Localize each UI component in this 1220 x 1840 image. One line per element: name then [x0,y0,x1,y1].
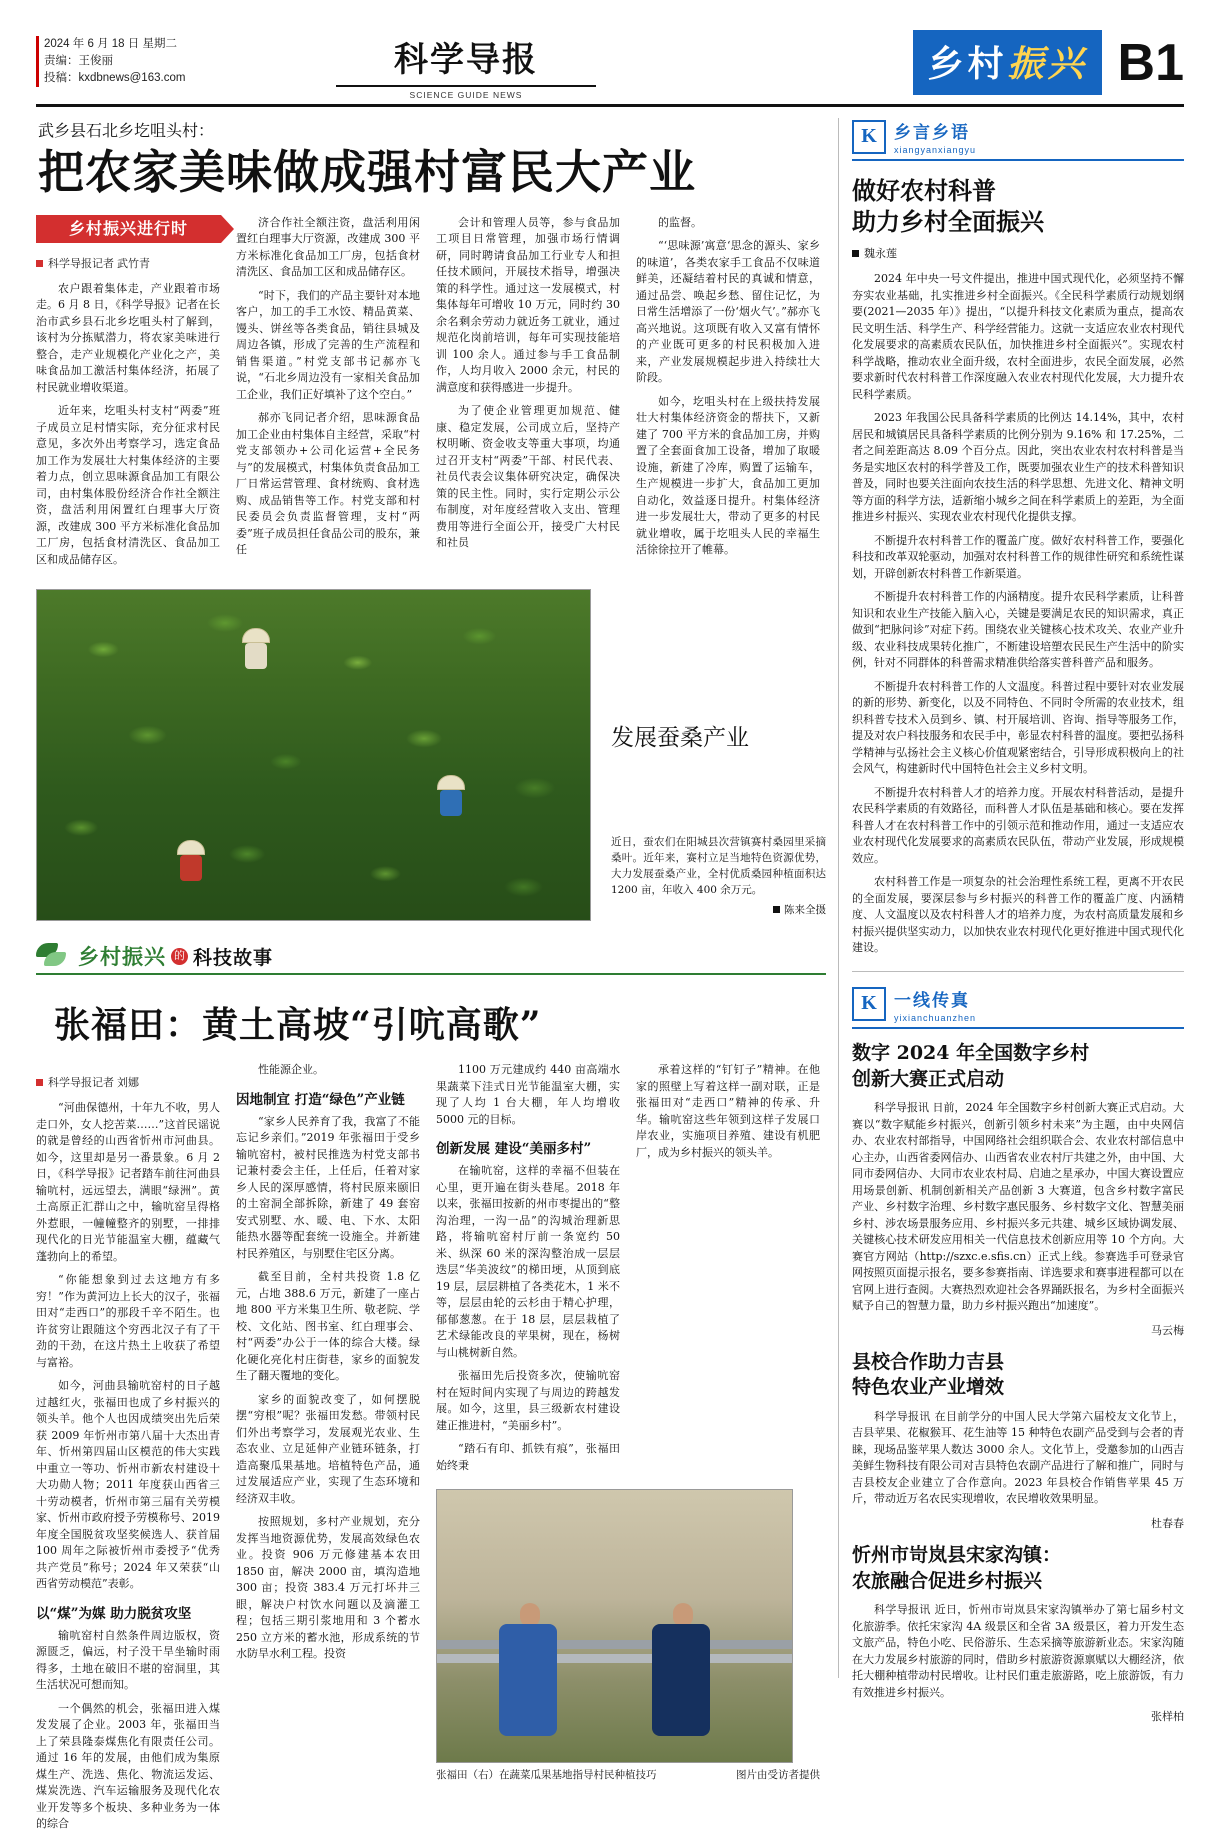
second-section-sub: 科技故事 [193,946,274,969]
rsec2-sign: 马云梅 [1151,1323,1184,1337]
rsec3-headline-line2: 特色农业产业增效 [852,1376,1005,1399]
second-para: 如今，河曲县输吭窑村的日子越过越红火，张福田也成了乡村振兴的领头羊。他个人也因成绩突出先后荣获 2009 年忻州市第八届十大杰出青年、忻州第四届山区模范的伟大实践中重立一等功、忻州市新农村建设十大功勋人物；2011 年度获山西省三十劳动模者，忻州市第三届有关劳模家、忻州市政府授予劳模称号、2019 年度全国脱贫攻坚奖候选人、获首届100 周年之际被忻州市委授予“优秀共产党员”称号；2024 年又荣获“山西省劳动模范”表彰。 [36,1379,220,1591]
lead-para: 农户跟着集体走，产业跟着市场走。6 月 8 日，《科学导报》记者在长治市武乡县石北乡圪咀头村了解到，该村为分拣赋潜力，将农家美味进行整合，走产业规模化产业化之产，美味食品加工激活村集体经济，拓展了村民就业增收渠道。 [36,281,220,394]
second-para: 家乡的面貌改变了，如何摆脱摆“穷根”呢？张福田发愁。带领村民们外出考察学习，发展观光农业、生态农业、立足延伸产业链环链条，打造高聚瓜果基地。培植特色产品，通过发展适应产业，实现了生态环境和经济双丰收。 [236,1392,420,1505]
kexue-logo-icon: K [852,120,886,154]
second-para: “踏石有印、抓铁有痕”，张福田始终秉 [436,1442,620,1472]
lead-headline: 把农家美味做成强村富民大产业 [38,145,696,199]
paper-title-cn: 科学导报 [394,40,538,80]
rsec1-body [852,271,1184,957]
leaf-icon [36,943,70,969]
rsec2-para: 科学导报讯 日前，2024 年全国数字乡村创新大赛正式启动。大赛以“数字赋能乡村振兴，创新引领乡村未来”为主题，由中央网信办、农业农村部指导，中国网络社会组织联合会、农业农村部信息中心主办，山西省委网信办、山西省农业农村厅共建之外，由中国、大同市委网信办、大同市农业农村局、启迪之星承办，中国大赛设置应用场景创新、机制创新相关产品创新 3 大赛道，包含乡村数字富民产业、乡村数字治理、乡村数字惠民服务、乡村数字文化、智慧美丽乡村、涉农场景服务应用、乡村振兴多元共建、城乡区域协调发展、关键核心技术研发应用相关一代信息技术创新应用等 10 个方向。大赛官方网站（http://szxc.e.sfis.cn）正式上线。参赛选手可登录官网按照页面提示报名，要多参赛指南、详选要求和赛事进程都可以在官网上进行查阅。大赛热烈欢迎社会各界踊跃报名，为乡村全面振兴赋予自己的智慧力量，助力乡村振兴跑出“加速度”。 [852,1101,1184,1313]
rsec1-headline-line2: 助力乡村全面振兴 [852,207,1044,237]
paper-title [336,32,596,100]
rsec4-headline [852,1543,1184,1594]
mulberry-field-photo [36,589,591,921]
rsec3-sign: 杜春春 [1151,1516,1184,1530]
rsec2-body [852,1100,1184,1315]
section-header [913,30,1184,95]
right-column [852,118,1184,1724]
rsec4-body [852,1602,1184,1701]
photo-credit [611,902,826,918]
lead-byline-text: 科学导报记者 武竹青 [48,257,151,270]
lead-column-4 [636,215,820,576]
rsec1-pinyin: xiangyanxiangyu [894,145,977,155]
rsec4-headline-line2: 农旅融合促进乡村振兴 [852,1569,1043,1592]
rsec2-headline-line2: 创新大赛正式启动 [852,1067,1005,1090]
worker-torso [440,790,462,816]
rsec1-headline-line1: 做好农村科普 [852,176,996,205]
rsec1-author-text: 魏永莲 [864,248,897,261]
rsec1-para: 2023 年我国公民具备科学素质的比例达 14.14%，其中，农村居民和城镇居民具备科学素质的比例分别为 9.16% 和 17.25%，二者之间差距高达 8.09 个百分点。因此，突出农业农村农村科普是当务是实地区农村的科学普及工作，既要加强农业生产的技术科普知识普及，同时也要关注面向农技生活的科学思想、先进文化、精神文明等方面的科学方法，适新缩小城乡之间在科学素质上的差距，为全面推进乡村振兴、实现农业农村现代化提供支撑。 [852,411,1184,524]
second-section-banner [36,939,826,975]
lead-para: 郝亦飞同记者介绍，思味源食品加工企业由村集体自主经营，采取“村党支部领办+公司化运营+全民务与”的发展模式，村集体负责食品加工厂日常运营管理、食材统购、食材选购、成品销售等工作。村党支部和村民委员会负责监督管理，支村“两委”班子成员担任食品公司的股东，兼任 [236,411,420,557]
lead-para: “时下，我们的产品主要针对本地客户，加工的手工水饺、精品黄菜、馒头、饼丝等各类食品，销往县城及周边各镇，形成了完善的生产流程和销售渠道。”村党支部书记郝亦飞说，“石北乡周边没有一家相关食品加工企业，我们正好填补了这个空白。” [236,288,420,401]
person-left [499,1603,561,1736]
lead-column-2 [236,215,420,576]
leaf-shape [44,952,66,966]
rsec1-para: 不断提升农村科普工作的内涵精度。提升农民科学素质，让科普知识和农业生产技能入脑入心，关键是要满足农民的知识需求，真正做到“把脉问诊”对症下药。围绕农业关键核心技术攻关、农业产业升级、农业科技成果转化推广，不断建设培塑农民民生产生活中的阶实例，针对不同群体的科普需求精准供给落实普科普产品和服务。 [852,590,1184,670]
rsec2-headline [852,1041,1184,1092]
masthead-divider [36,104,1184,107]
subhead-2: 因地制宜 打造“绿色”产业链 [236,1091,405,1108]
credit-marker-icon [773,906,780,913]
worker-figure [242,628,270,669]
field-visit-photo [436,1489,793,1763]
photo-caption [611,834,826,918]
second-para: 性能源企业。 [258,1063,324,1077]
kexue-logo-icon: K [852,987,886,1021]
second-para: “你能想象到过去这地方有多穷！”作为黄河边上长大的汉子，张福田对“走西口”的那段千辛不陌生。也许贫穷让跟随这个穷西北汉子有了干劲的干劲，在这片热土上收获了希望与富裕。 [36,1273,220,1369]
lead-ribbon: 乡村振兴进行时 [36,215,221,243]
lead-para: 济合作社全额注资，盘活利用闲置红白理事大厅资源，改建成 300 平方米标准化食品加工厂房，包括食材清洗区、食品加工区和成品储存区。 [236,215,420,279]
masthead-date: 2024 年 6 月 18 日 星期二 [36,36,185,53]
rsec2-headline-line1: 数字 2024 年全国数字乡村 [852,1041,1090,1064]
masthead-mail: 投稿：kxdbnews@163.com [36,70,185,87]
lead-kicker: 武乡县石北乡圪咀头村： [38,121,215,140]
paper-title-en: SCIENCE GUIDE NEWS [409,90,523,100]
second-para: 承着这样的“钉钉子”精神。在他家的照壁上写着这样一副对联，正是张福田对“走西口”精神的传承、升华。输吭窑这些年领到这样子发展口岸农业，实施项目养殖、建设有机肥厂，成为乡村振兴的领头羊。 [636,1063,820,1159]
second-photo-caption-text: 张福田（右）在蔬菜瓜果基地指导村民种植技巧 [436,1769,657,1782]
second-para: 输吭窑村自然条件周边版权，资源匮乏，偏远，村子没干旱坐输时雨得多，土地在破旧不堪的窑洞里，其生活状况可想而知。 [36,1628,220,1692]
section-badge-part1: 乡村 [927,43,1008,85]
person-right [652,1603,714,1736]
lead-para: “‘思味源’寓意‘思念的源头、家乡的味道’，各类农家手工食品不仅味道鲜美，还凝结着村民的真诚和情意，通过品尝、唤起乡愁、留住记忆，为日常生活增添了一份‘烟火气’。”郝亦飞高兴地说。这项既有收入又富有情怀的产业既可更多的村民积极加入进来，产业发展规模起步进入持续壮大阶段。 [636,239,820,385]
paper-title-rule [336,85,596,87]
masthead-info [36,36,185,87]
second-column-4 [636,1062,820,1481]
straw-hat-icon [242,628,270,643]
rsec1-para: 不断提升农村科普工作的覆盖广度。做好农村科普工作，要强化科技和改革双轮驱动，加强对农村科普工作的规律性研究和系统性谋划，开辟创新农村科普工作新渠道。 [852,533,1184,580]
person-body [499,1624,557,1736]
second-headline: 张福田：黄土高坡“引吭高歌” [54,1004,542,1047]
second-section [36,939,826,1840]
right-divider [852,971,1184,972]
second-section-title: 乡村振兴 [78,944,166,970]
lead-para: 为了使企业管理更加规范、健康、稳定发展，公司成立后，坚持产权明晰、资金收支等重大事项，均通过召开支村“两委”干部、村民代表、社员代表会议集体研究决定，确保决策的民主性。同时，实行定期公示公布制度，对年度经营收入支出、管理费用等进行全面公开，接受广大村民和社员 [436,404,620,550]
rsec3-headline [852,1350,1184,1401]
lead-para: 会计和管理人员等，参与食品加工项目日常管理，加强市场行情调研，同时聘请食品加工行业专人和担任技术顾问，开展技术指导，增强决策的科学性。通过这一发展模式，村集体每年可增收 10 万元，同时约 30 余名剩余劳动力就近务工就业，通过规范化岗前培训，每年可实现技能培训 100 余人。通过参与手工食品制作，人均月收入 2000 余元，村民的满意度和获得感进一步提升。 [436,215,620,394]
rsec1-para: 农村科普工作是一项复杂的社会治理性系统工程，更离不开农民的全面发展，要深层参与乡村振兴的科普工作的覆盖广度、内涵精度、人文温度以及农村科普人才的培养力度，为农村高质量发展和乡村振兴提供坚实动力，以加快农业农村现代化更好推进中国式现代化建设。 [852,875,1184,955]
second-para: 张福田先后投资多次，使输吭窑村在短时间内实现了与周边的跨越发展。如今，这里，县三级新农村建设建正推进村，“美丽乡村”。 [436,1369,620,1432]
guardrail [437,1640,792,1649]
lead-column-3 [436,215,620,576]
masthead-editor: 责编：王俊丽 [36,53,185,70]
worker-torso [180,855,202,881]
column-divider [838,118,839,1678]
left-column [36,118,826,1840]
second-para: 按照规划，多村产业规划，充分发挥当地资源优势，发展高效绿色农业。投资 906 万元修建基本农田 1850 亩，解决 2000 亩，填沟造地 300 亩；投资 383.4 万元打坏井三眼，解决户村饮水问题以及滴灌工程；包括三期引浆地用和 3 个蓄水 250 立方米的蓄水池，形成系统的节水防旱水利工程。投资 [236,1515,420,1661]
rsec1-headline [852,175,1184,237]
straw-hat-icon [437,775,465,790]
rsec4-sign: 张样柏 [1151,1710,1184,1724]
rsec3-para: 科学导报讯 在目前学分的中国人民大学第六届校友文化节上，吉县苹果、花椒猴耳、花生油等 15 种特色农副产品受到与会者的青睐，现场品鉴苹果人数达 3000 余人。文化节上，受邀参加的山西吉美鲜生物科技有限公司对吉县特色农副产品进行了解和推广，同时与吉县校友企业建立了合作意向。2023 年县校合作销售苹果 45 万斤，带动近万名农民实现增收，农民增收效果明显。 [852,1409,1184,1506]
byline-marker-icon [36,260,43,267]
second-para: “家乡人民养育了我，我富了不能忘记乡亲们。”2019 年张福田于受乡输吭窑村，被村民推选为村党支部书记兼村委会主任，上任后，任着对家乡人民的深厚感情，将村民原来颐旧的土窑洞全部拆除，新建了 49 套窑安式别墅、水、暖、电、下水、太阳能热水器等配套统一设施全。并新建村民养殖区，与别墅住宅区分离。 [236,1114,420,1260]
rsec1-para: 2024 年中央一号文件提出，推进中国式现代化，必须坚持不懈夯实农业基础，扎实推进乡村全面振兴。《全民科学素质行动规划纲要(2021—2035 年）》提出，“以提升科技文化素质为重点，提高农民文明生活、科学生产、科学经营能力。这就一支适应农业农村现代化发展要求的高素质农民队伍，加快推进乡村全面振兴”。实现农村科学战略，推动农业全面升级，农村全面进步，农民全面发展，必然要求新时代农村科普工作深度融入农业农村现代化发展，大力提升农民科学素质。 [852,272,1184,401]
rsec1-author [852,245,1184,261]
lead-para: 如今，圪咀头村在上级扶持发展壮大村集体经济资金的帮扶下，又新建了 700 平方米的食品加工房，并购置了全套面食加工设备，增加了取暖设施，新建了冷库，购置了运输车，生产规模进一步扩大，食品加工更加自动化，效益逐日提升。村集体经济进一步发展壮大，带动了更多的村民就业增收，属于圪咀头人民的幸福生活徐徐拉开了帷幕。 [636,394,820,557]
rsec2-title: 一线传真 [894,990,970,1011]
lead-photo-block [36,589,826,921]
rsec3-headline-line1: 县校合作助力吉县 [852,1350,1005,1373]
second-photo-credit: 图片由受访者提供 [736,1769,820,1782]
photo-credit-text: 陈来全摄 [784,904,826,917]
rsec4-para: 科学导报讯 近日，忻州市岢岚县宋家沟镇举办了第七届乡村文化旅游季。依托宋家沟 4A 级景区和全省 3A 级景区，着力开发生态文旅产品，特色小吃、民俗游乐、生态采摘等旅游新业态。宋家沟随在大力发展乡村旅游的同时，借助乡村旅游资源禀赋以大棚经济，依托大棚种植带动村民增收。让村民们重走旅游路，吃上旅游饭，有力有效推进乡村振兴。 [852,1603,1184,1699]
second-column-2 [236,1062,420,1840]
second-para: 截至目前，全村共投资 1.8 亿元，占地 388.6 万元，新建了一座占地 800 平方米集卫生所、敬老院、学校、文化站、图书室、红白理事会、村“两委”办公于一体的综合大楼。绿化硬化亮化村庄街巷，家乡的面貌发生了翻天覆地的变化。 [236,1270,420,1383]
second-para: 一个偶然的机会，张福田进入煤发发展了企业。2003 年，张福田当上了荣县隆泰煤焦化有限责任公司。通过 16 年的发展，由他们成为集原煤生产、洗选、焦化、物流运发运、煤炭洗选、汽车运输服务及现代化农业开发等多个板块、多种业务为一体的综合 [36,1701,220,1831]
worker-torso [245,643,267,669]
second-section-badge: 的 [171,948,188,965]
rsec1-title: 乡言乡语 [894,123,970,143]
second-byline-text: 科学导报记者 刘娜 [48,1077,140,1090]
straw-hat-icon [177,840,205,855]
foliage-texture [37,590,590,920]
rsec4-headline-line1: 忻州市岢岚县宋家沟镇： [852,1543,1062,1566]
rsec1-header [852,118,1184,161]
second-byline [36,1074,220,1090]
photo-title: 发展蚕桑产业 [611,725,749,752]
second-para: “河曲保德州，十年九不收，男人走口外，女人挖苦菜……”这首民谣说的就是曾经的山西省忻州市河曲县。如今，这里却是另一番景象。6 月 2 日，《科学导报》记者踏车前往河曲县输吭村，远远望去，满眼“绿洲”。黄土高原正汇群山之中，输吭窑呈得格外惹眼，一幢幢整齐的别墅，一排排现代化的日光节能温室大棚，蕴藏气蓬勃向上的希望。 [36,1101,220,1263]
worker-figure [177,840,205,881]
rsec3-body [852,1409,1184,1508]
lead-para: 的监督。 [658,215,702,229]
rsec2-header [852,986,1184,1029]
rsec1-para: 不断提升农村科普人才的培养力度。开展农村科普活动，是提升农民科学素质的有效路径，而科普人才队伍是基础和核心。要在发挥科普人才在农村科普工作中的引领示范和推动作用，通过一支适应农业农村现代化发展要求的高素质农民队伍，带动产业发展，形成规模效应。 [852,785,1184,865]
lead-byline [36,255,220,271]
second-photo-caption [436,1768,820,1783]
second-para: 在输吭窑，这样的幸福不但装在心里，更开遍在街头巷尾。2018 年以来，张福田按新的州市枣提出的“整沟治理，一沟一品”的沟城治理新思路，将输吭窑村厅前一条宽约 50 米、纵深 60 米的深沟整治成一层层迭层“华美波纹”的梯田埂，从顶到底 19 层，层层耕植了各类花木，1 米不等，层层由轮的云杉由于精心护理，郁郁葱葱。在于 18 层，层层栽植了艺术绿能改良的苹果树，现在，杨树与山桃树新自然。 [436,1164,620,1359]
photo-caption-text: 近日，蚕农们在阳城县次营镇赛村桑园里采摘桑叶。近年来，赛村立足当地特色资源优势，大力发展蚕桑产业，全村优质桑园种植面积达 1200 亩，年收入 400 余万元。 [611,836,826,897]
second-column-3 [436,1062,620,1481]
person-body [652,1624,710,1736]
rsec2-pinyin: yixianchuanzhen [894,1012,977,1023]
masthead [36,30,1184,98]
author-marker-icon [852,250,859,257]
lead-para: 近年来，圪咀头村支村“两委”班子成员立足村情实际，充分征求村民意见，多次外出考察学习，选定食品加工作为发展壮大村集体经济的主要着力点，创立思味源食品加工有限公司，由村集体股份经济合作社全额注资，盘活利用闲置红白理事大厅资源，改建成 300 平方米标准化食品加工厂房，包括食材清洗区、食品加工区和成品储存区。 [36,404,220,566]
worker-figure [437,775,465,816]
subhead-3: 创新发展 建设“美丽多村” [436,1141,592,1158]
byline-marker-icon [36,1079,43,1086]
section-badge-part2: 振兴 [1007,43,1088,85]
page-number: B1 [1117,33,1184,92]
second-para: 1100 万元建成约 440 亩高端水果蔬菜下洼式日光节能温室大棚，实现了人均 1 台大棚，年人均增收 5000 元的目标。 [436,1063,620,1126]
subhead-1: 以“煤”为媒 助力脱贫攻坚 [36,1605,192,1622]
rsec1-para: 不断提升农村科普工作的人文温度。科普过程中要针对农业发展的新的形势、新变化，以及不同特色、不同时令所需的农业技术，组织科普专技术入员到乡、镇、村开展培训、咨询、指导等服务工作，提及对农户科技服务和农民手中，彰显农村科普的温度。要把弘扬科学精神与弘扬社会主义核心价值观紧密结合，引导形成积极向上的社会风气，构建新时代中国特色社会主义乡村文明。 [852,679,1184,776]
section-badge [913,30,1101,95]
